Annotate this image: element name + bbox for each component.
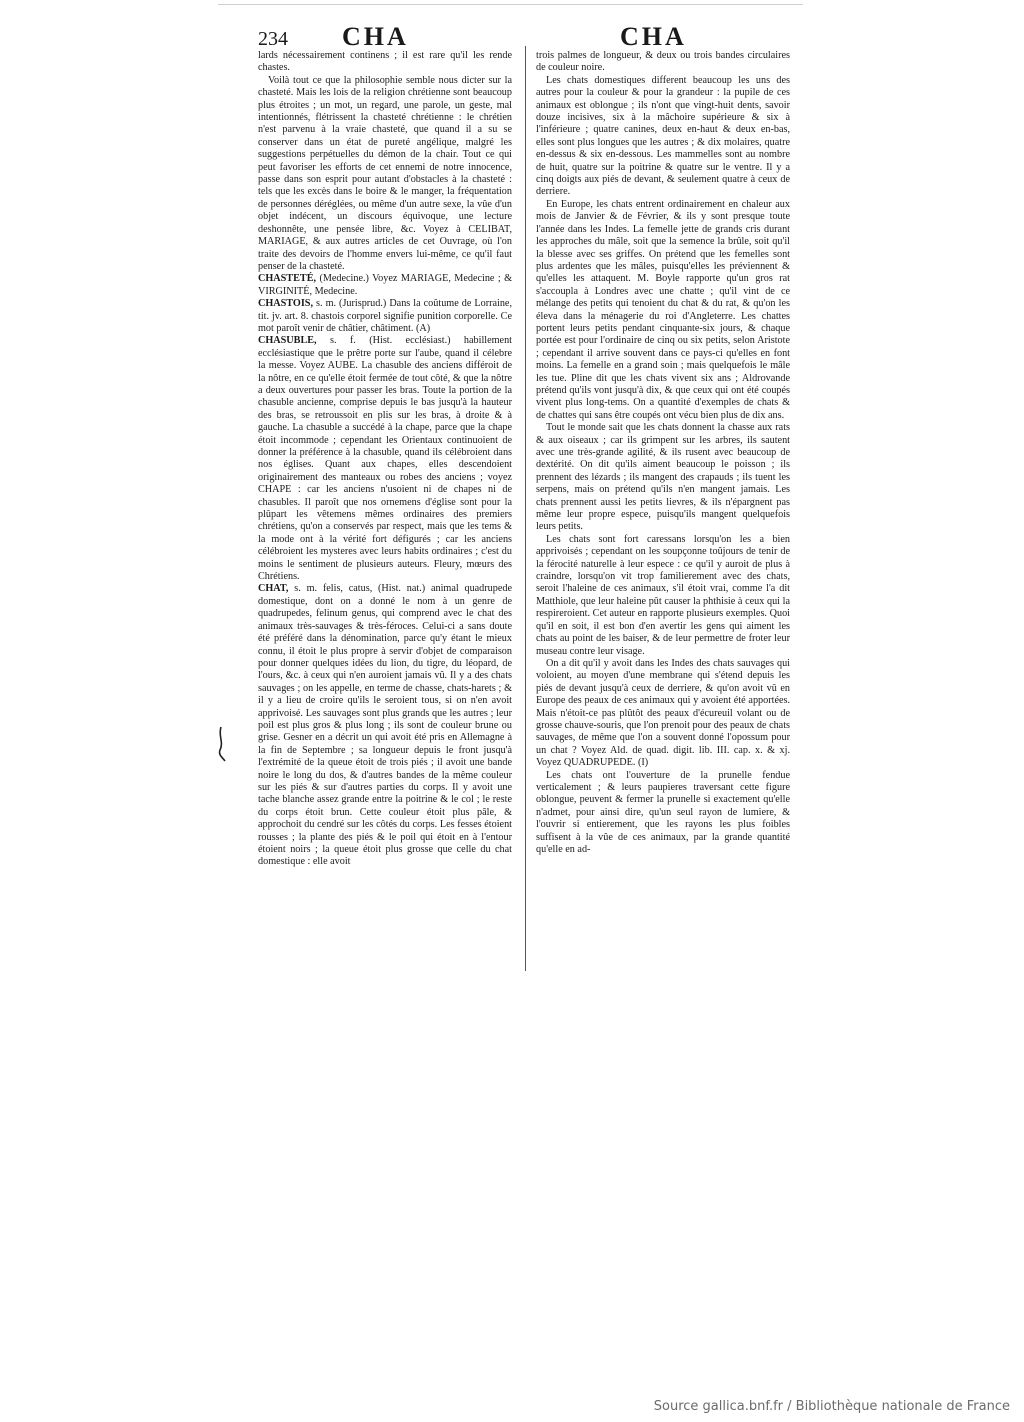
running-head-right: CHA — [620, 22, 687, 51]
paragraph: Tout le monde sait que les chats donnent la chasse aux rats & aux oiseaux ; car ils grimpent sur les arbres, ils sautent avec une très-grande agilité, & ils rusent avec beaucoup de dextérité. On dit qu'ils aiment beaucoup le poisson ; ils prennent des lézards ; ils mangent des crapauds ; ils tuent les serpens, mais on prétend qu'ils n'en mangent jamais. Les chats prennent aussi les petits lievres, & ils n'épargnent pas même leur propre espece, puisqu'ils mangent quelquefois leurs petits. — [536, 422, 790, 533]
paragraph: Voilà tout ce que la philosophie semble nous dicter sur la chasteté. Mais les lois de la religion chrétienne sont beaucoup plus étroites ; un mot, un regard, une parole, un geste, mal intentionnés, flétrissent la chasteté chrétienne : le chrétien n'est parvenu à la vraie chasteté, que quand il a su se conserver dans un état de pureté angélique, malgré les suggestions perpétuelles du démon de la chair. Tout ce qui peut favoriser les efforts de cet ennemi de notre innocence, passe dans son esprit pour autant d'obstacles à la chasteté : tels que les excès dans le boire & le manger, la fréquentation de personnes déréglées, ou même d'un autre sexe, la vûe d'un objet indécent, un discours équivoque, une lecture deshonnête, une pensée libre, &c. Voyez à CELIBAT, MARIAGE, & aux autres articles de cet Ouvrage, où l'on traite des devoirs de l'homme envers lui-même, ce qu'il faut penser de la chasteté. — [258, 74, 512, 272]
right-column — [536, 50, 790, 855]
paragraph: trois palmes de longueur, & deux ou trois bandes circulaires de couleur noire. — [536, 50, 790, 74]
entry-chasuble — [258, 335, 512, 583]
entry-headword: CHASTETÉ, — [258, 273, 317, 285]
entry-chastois — [258, 298, 512, 335]
entry-text: s. m. felis, catus, (Hist. nat.) animal quadrupede domestique, dont on a donné le nom à un genre de quadrupedes, felinum genus, qui comprend avec le chat des animaux très-sauvages & très-féroces. Celui-ci a sans doute été préféré dans la dénomination, parce qu'y étant le mieux connu, il étoit le plus propre à servir d'objet de comparaison pour donner quelques idées du lion, du tigre, du léopard, de l'ours, &c. à ceux qui n'en auroient jamais vû. Il y a des chats sauvages ; on les appelle, en terme de chasse, chats-harets ; & il y a lieu de croire qu'ils le seroient tous, si on n'en avoit apprivoisé. Les sauvages sont plus grands que les autres ; leur poil est plus gros & plus long ; ils sont de couleur brune ou grise. Gesner en a décrit un qui avoit été pris en Allemagne à la fin de Septembre ; sa longueur depuis le front jusqu'à l'extrémité de la queue étoit de trois piés ; il avoit une bande noire le long du dos, & d'autres bandes de la même couleur sur les piés & sur d'autres parties du corps. Il y avoit une tache blanche assez grande entre la poitrine & le col ; le reste du corps étoit brun. Cette couleur étoit plus pâle, & approchoit du cendré sur les côtés du corps. Les fesses étoient rousses ; la plante des piés & le poil qui étoit en à l'entour étoient noirs ; la queue étoit plus grosse que celle du chat domestique : elle avoit — [258, 583, 512, 868]
paragraph: Les chats sont fort caressans lorsqu'on les a bien apprivoisés ; cependant on les soupçonne toûjours de tenir de la férocité naturelle à leur espece : ce qu'il y auroit de plus à craindre, lorsqu'on vit trop familierement avec des chats, seroit l'haleine de ces animaux, s'il étoit vrai, comme l'a dit Matthiole, que leur haleine pût causer la phthisie à ceux qui la respireroient. Cet auteur en rapporte plusieurs exemples. Quoi qu'il en soit, il est bon d'en avertir les gens qui aiment les chats au point de les baiser, & de leur permettre de froter leur museau contre leur visage. — [536, 533, 790, 657]
entry-chat — [258, 583, 512, 868]
paragraph: On a dit qu'il y avoit dans les Indes des chats sauvages qui voloient, au moyen d'une membrane qui s'étend depuis les piés de devant jusqu'à ceux de derriere, & qu'on avoit vû en Europe des peaux de ces animaux qui y avoient été apportées. Mais n'étoit-ce pas plûtôt des peaux d'écureuil volant ou de grosse chauve-souris, que l'on prenoit pour des peaux de chats sauvages, de même que l'on a souvent donné l'opossum pour un chat ? Voyez Ald. de quad. digit. lib. III. cap. x. & xj. Voyez QUADRUPEDE. (I) — [536, 657, 790, 769]
entry-text: s. f. (Hist. ecclésiast.) habillement ecclésiastique que le prêtre porte sur l'aube, quand il célebre la messe. Voyez AUBE. La chasuble des anciens différoit de la nôtre, en ce qu'elle étoit fermée de tout côté, & que la nôtre a deux ouvertures pour passer les bras. Toute la portion de la chasuble ancienne, comprise depuis le bas jusqu'à la hauteur des bras, se retroussoit en plis sur les bras, à droite & à gauche. La chasuble a succédé à la chape, parce que la chape étoit incommode ; cependant les Orientaux continuoient de donner la préférence à la chasuble, quand ils célébroient dans nos églises. Quant aux chapes, elles descendoient originairement des manteaux ou robes des anciens ; voyez CHAPE : car les anciens n'usoient ni de chapes ni de chasubles. Il paroît que nos ornemens d'église sont pour la plûpart les vêtemens mêmes ordinaires des premiers chrétiens, qu'on a conservés par respect, mais que les tems & la mode ont à la vérité fort défigurés ; car les anciens célébroient les mysteres avec leurs habits ordinaires ; c'est du moins le sentiment de plusieurs auteurs. Fleury, mœurs des Chrétiens. — [258, 335, 513, 583]
paragraph: Les chats ont l'ouverture de la prunelle fendue verticalement ; & leurs paupieres traversant cette figure oblongue, peuvent & fermer la prunelle si exactement qu'elle n'admet, pour ainsi dire, qu'un seul rayon de lumiere, & l'ouvrir si entierement, que les rayons les plus foibles suffisent à la vûe de ces animaux, par la grande quantité qu'elle en ad- — [536, 769, 790, 855]
entry-headword: CHAT, — [258, 583, 289, 595]
margin-pen-mark — [214, 726, 228, 762]
page-number: 234 — [258, 28, 288, 50]
entry-chastete-medecine — [258, 273, 512, 298]
source-credit: Source gallica.bnf.fr / Bibliothèque nationale de France — [653, 1399, 1010, 1414]
column-divider — [525, 46, 526, 971]
encyclopedie-page — [250, 0, 800, 985]
entry-headword: CHASUBLE, — [258, 335, 317, 347]
paragraph: Les chats domestiques different beaucoup les uns des autres pour la couleur & pour la grandeur : la pupile de ces animaux est oblongue ; ils n'ont que vingt-huit dents, savoir douze incisives, six à la mâchoire supérieure & six à l'inférieure ; quatre canines, deux en-haut & deux en-bas, elles sont plus longues que les autres ; & dix molaires, quatre en-dessus & six en-dessous. Les mammelles sont au nombre de huit, quatre sur la poitrine & quatre sur le ventre. Il y a cinq doigts aux piés de devant, & seulement quatre à ceux de derriere. — [536, 74, 790, 198]
running-head-left: CHA — [342, 22, 409, 51]
paragraph: lards nécessairement continens ; il est rare qu'il les rende chastes. — [258, 50, 512, 74]
entry-text: s. m. (Jurisprud.) Dans la coûtume de Lorraine, tit. jv. art. 8. chastois corporel signifie punition corporelle. Ce mot paroît venir de châtier, châtiment. (A) — [258, 298, 512, 334]
entry-text: (Medecine.) Voyez MARIAGE, Medecine ; & VIRGINITÉ, Medecine. — [258, 273, 513, 297]
paragraph: En Europe, les chats entrent ordinairement en chaleur aux mois de Janvier & de Février, & ils y sont presque toute l'année dans les Indes. La femelle jette de grands cris durant les approches du mâle, soit que la semence la brûle, soit qu'il la blesse avec ses griffes. On prétend que les femelles sont plus ardentes que les mâles, puisqu'elles les préviennent & qu'elles les attaquent. M. Boyle rapporte qu'un gros rat s'accoupla à Londres avec une chatte ; qu'il vint de ce mélange des petits qui tenoient du chat & du rat, & qu'on les éleva dans la ménagerie du roi d'Angleterre. Les chattes portent leurs petits pendant cinquante-six jours, & chaque portée est pour l'ordinaire de cinq ou six petits, selon Aristote ; cependant il arrive souvent dans ce pays-ci qu'elles en font moins. La femelle en a grand soin ; mais quelquefois le mâle les tue. Pline dit que les chats vivent six ans ; Aldrovande prétend qu'ils vont jusqu'à dix, & que ceux qui ont été coupés vivent plus long-tems. On a quantité d'exemples de chats & de chattes qui sans être coupés ont vécu bien plus de dix ans. — [536, 198, 790, 421]
entry-headword: CHASTOIS, — [258, 298, 314, 310]
left-column — [258, 50, 512, 965]
